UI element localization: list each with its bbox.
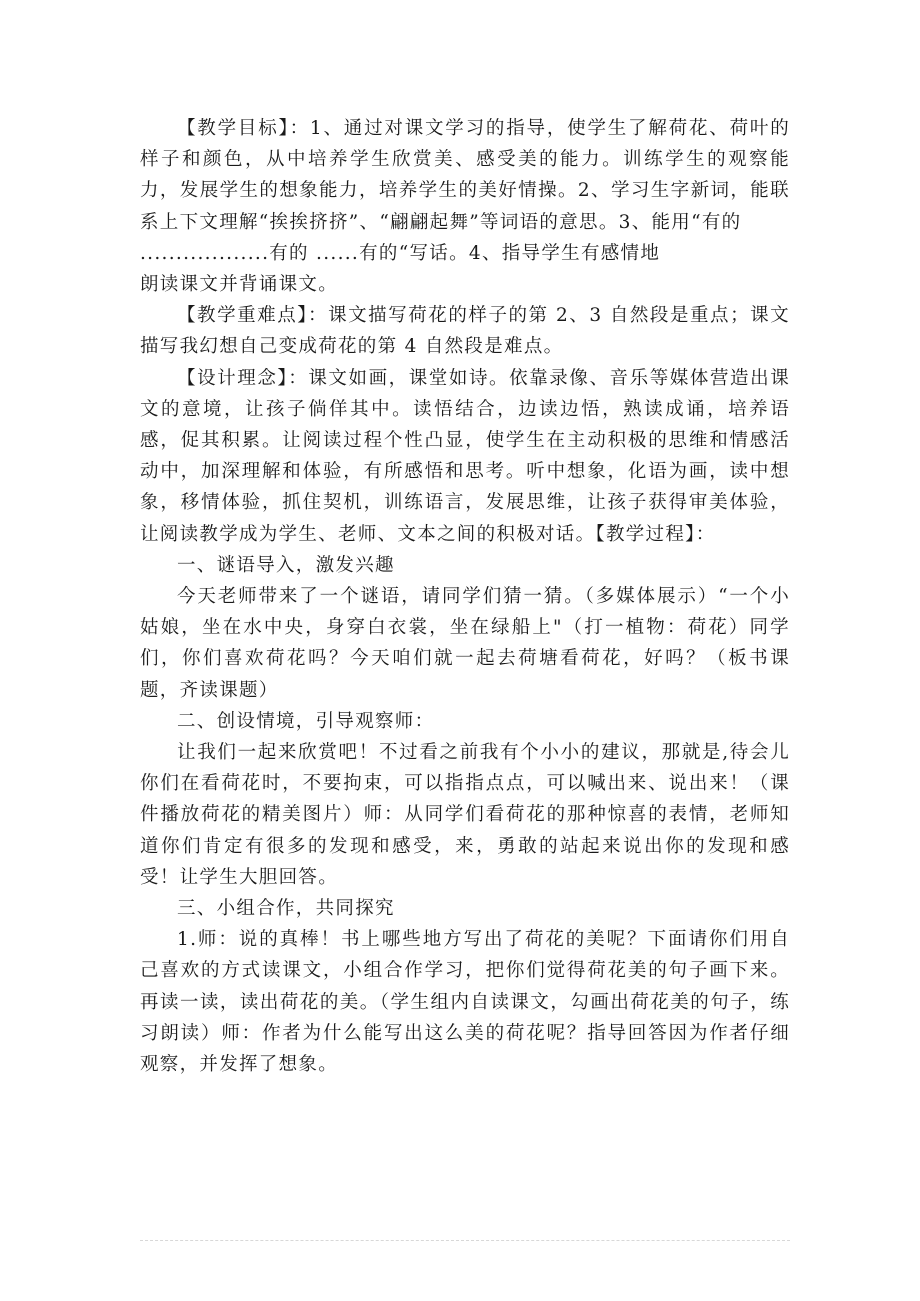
section-3-heading: 三、小组合作，共同探究 [177, 898, 395, 920]
page-footer-rule [140, 1240, 790, 1241]
section-2-heading: 二、创设情境，引导观察师： [177, 710, 435, 732]
document-page [140, 113, 790, 1080]
section-1-body: 今天老师带来了一个谜语，请同学们猜一猜。（多媒体展示）“一个小姑娘，坐在水中央，身穿白衣裳，坐在绿船上"（打一植物：荷花）同学们，你们喜欢荷花吗？今天咱们就一起去荷塘看荷花，好吗？（板书课题，齐读课题） [140, 586, 790, 701]
section-1-heading: 一、谜语导入，激发兴趣 [177, 554, 395, 576]
key-difficult-points-paragraph: 【教学重难点】：课文描写荷花的样子的第 2、3 自然段是重点；课文描写我幻想自己变成荷花的第 4 自然段是难点。 [140, 305, 790, 358]
section-3-body: 1.师：说的真棒！书上哪些地方写出了荷花的美呢？下面请你们用自己喜欢的方式读课文，小组合作学习，把你们觉得荷花美的句子画下来。再读一读，读出荷花的美。（学生组内自读课文，勾画出荷花美的句子，练习朗读）师：作者为什么能写出这么美的荷花呢？指导回答因为作者仔细观察，并发挥了想象。 [140, 929, 790, 1076]
section-2-body: 让我们一起来欣赏吧！不过看之前我有个小小的建议，那就是,待会儿你们在看荷花时，不要拘束，可以指指点点，可以喊出来、说出来！（课件播放荷花的精美图片）师：从同学们看荷花的那种惊喜的表情，老师知道你们肯定有很多的发现和感受，来，勇敢的站起来说出你的发现和感受！让学生大胆回答。 [140, 742, 790, 888]
design-concept-paragraph: 【设计理念】：课文如画，课堂如诗。依靠录像、音乐等媒体营造出课文的意境，让孩子倘佯其中。读悟结合，边读边悟，熟读成诵，培养语感，促其积累。让阅读过程个性凸显，使学生在主动积极的思维和情感活动中，加深理解和体验，有所感悟和思考。听中想象，化语为画，读中想象，移情体验，抓住契机，训练语言，发展思维，让孩子获得审美体验，让阅读教学成为学生、老师、文本之间的积极对话。【教学过程】： [140, 367, 790, 545]
teaching-objectives-paragraph: 【教学目标】：1、通过对课文学习的指导，使学生了解荷花、荷叶的样子和颜色，从中培养学生欣赏美、感受美的能力。训练学生的观察能力，发展学生的想象能力，培养学生的美好情操。2、学习生字新词，能联系上下文理解“挨挨挤挤”、“翩翩起舞”等词语的意思。3、能用“有的 ..................有的 ......有的“写话。4、指导学生有感情地 朗读课文并背诵课文。 [140, 118, 790, 296]
